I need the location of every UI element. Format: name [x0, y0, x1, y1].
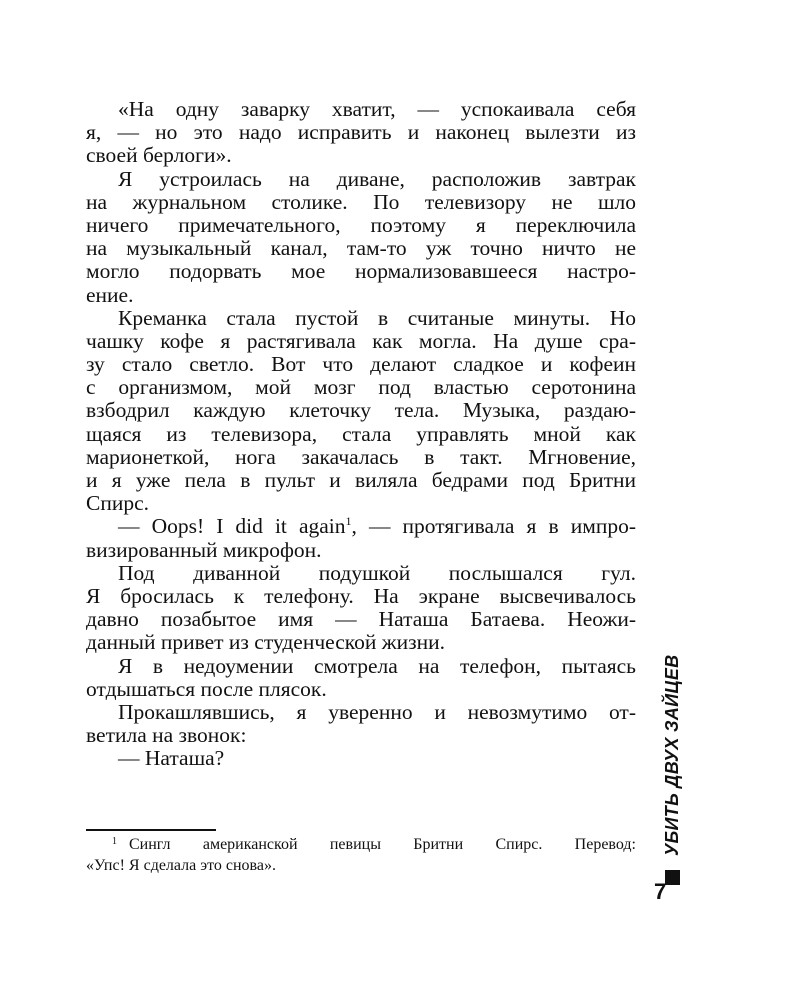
- footnote: [86, 835, 636, 876]
- footnote-reference: 1: [345, 514, 352, 529]
- text-line: Я бросилась к телефону. На экране высвечивалось: [86, 583, 636, 608]
- text-line: щаяся из телевизора, стала управлять мной как: [86, 421, 636, 446]
- text-line: на журнальном столике. По телевизору не шло: [86, 189, 636, 214]
- text-line: Я в недоумении смотрела на телефон, пытаясь: [118, 653, 636, 678]
- running-title: [662, 655, 682, 885]
- text-line: Я устроилась на диване, расположив завтрак: [118, 166, 636, 191]
- text-line: я, — но это надо исправить и наконец вылезти из: [86, 120, 636, 145]
- text-line: на музыкальный канал, там-то уж точно ничто не: [86, 236, 636, 261]
- text-line: марионеткой, нога закачалась в такт. Мгновение,: [86, 444, 636, 469]
- text-line: Под диванной подушкой послышался гул.: [118, 560, 636, 585]
- text-line: «На одну заварку хватит, — успокаивала себя: [118, 97, 636, 121]
- running-title-text: УБИТЬ ДВУХ ЗАЙЦЕВ: [662, 654, 682, 856]
- text-line: взбодрил каждую клеточку тела. Музыка, раздаю-: [86, 398, 636, 423]
- text-line: визированный микрофон.: [86, 537, 322, 562]
- text-line: и я уже пела в пульт и виляла бедрами под Бритни: [86, 468, 636, 492]
- text-line: — Oops! I did it again$^1$, — протягивала я в импро-: [118, 514, 636, 539]
- footnote-marker: 1: [112, 836, 117, 847]
- text-line: с организмом, мой мозг под властью серотонина: [86, 375, 636, 400]
- text-line: Прокашлявшись, я уверенно и невозмутимо от-: [118, 699, 636, 724]
- square-marker-icon: [665, 870, 680, 885]
- text-line: Креманка стала пустой в считаные минуты. Но: [118, 305, 636, 330]
- text-line: отдышаться после плясок.: [86, 676, 327, 701]
- text-line: Спирс.: [86, 491, 150, 516]
- text-line: ничего примечательного, поэтому я переключила: [86, 212, 636, 237]
- text-line: ветила на звонок:: [86, 723, 247, 748]
- text-line: — Наташа?: [118, 746, 225, 771]
- text-line: зу стало светло. Вот что делают сладкое и кофеин: [86, 352, 636, 377]
- page-number: 7: [654, 879, 667, 904]
- footnote-line: «Упс! Я сделала это снова».: [86, 856, 276, 874]
- text-line: могло подорвать мое нормализовавшееся настро-: [86, 259, 636, 284]
- text-line: данный привет из студенческой жизни.: [86, 630, 445, 655]
- footnote-line: [86, 835, 636, 856]
- text-line: своей берлоги».: [86, 143, 232, 168]
- text-line: ение.: [86, 282, 134, 307]
- text-line: давно позабытое имя — Наташа Батаева. Неожи-: [86, 607, 636, 632]
- main-text: [86, 98, 636, 770]
- footnote-divider: [86, 829, 216, 831]
- text-line: чашку кофе я растягивала как могла. На душе сра-: [86, 328, 636, 353]
- footnote-text: Сингл американской певицы Бритни Спирс. Перевод:: [129, 836, 636, 853]
